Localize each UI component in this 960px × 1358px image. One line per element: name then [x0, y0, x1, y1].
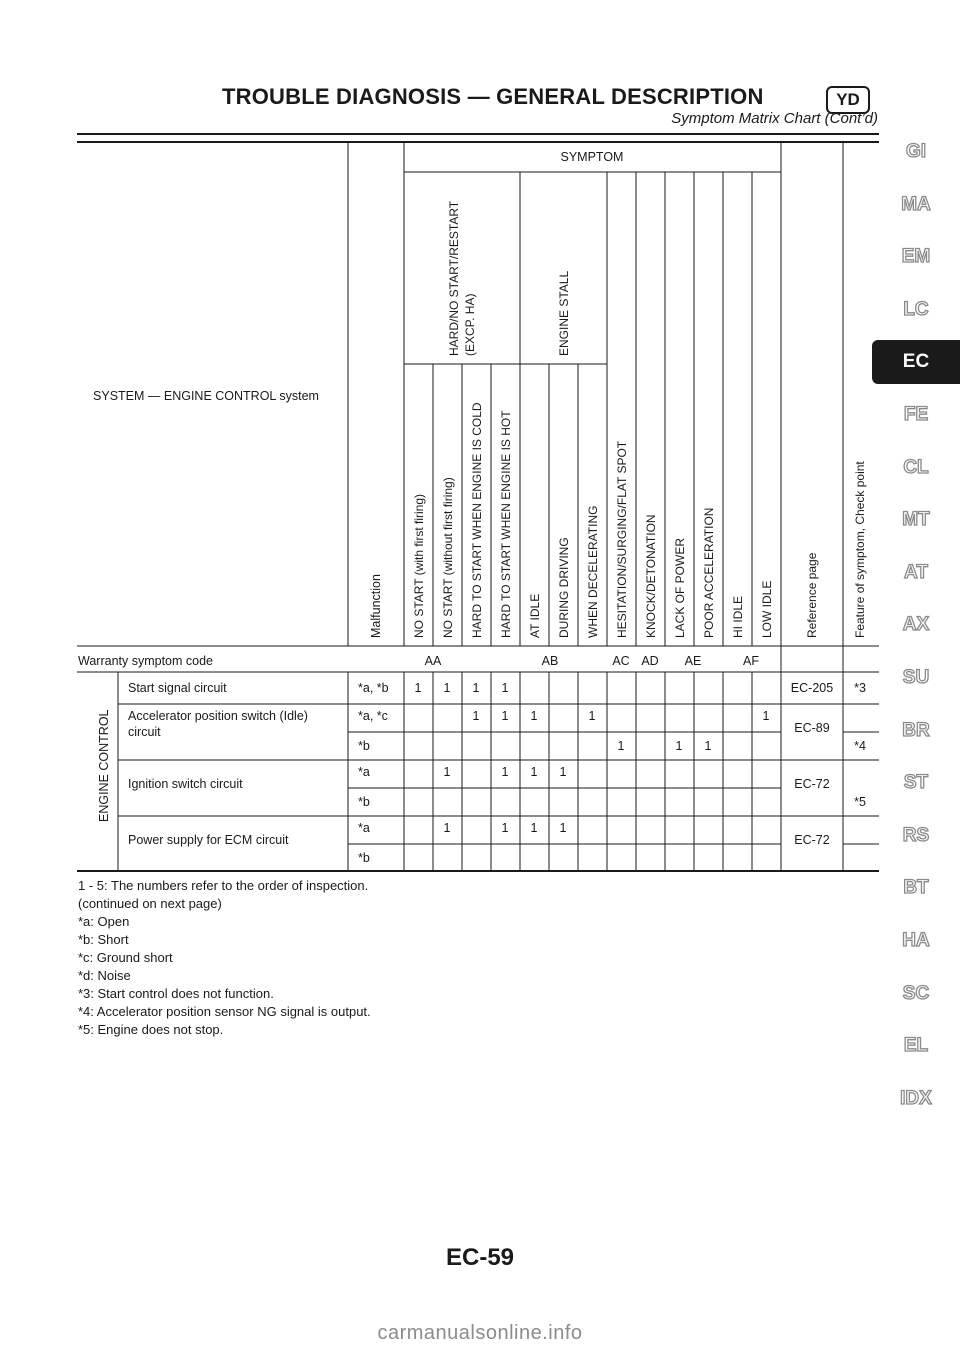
footnote-line: 1 - 5: The numbers refer to the order of inspection.	[78, 878, 369, 893]
warranty-code: AB	[541, 654, 559, 668]
row-value-cell: 1	[443, 681, 451, 695]
row-value-cell: 1	[617, 739, 625, 753]
row-value-cell: 1	[443, 765, 451, 779]
section-tab-gi[interactable]: GI	[905, 141, 927, 162]
section-tab-idx[interactable]: IDX	[900, 1087, 932, 1109]
row-value-cell: 1	[559, 821, 567, 835]
row-value-cell: 1	[443, 821, 451, 835]
row-item-label: Ignition switch circuit	[128, 777, 243, 791]
row-value-cell: 1	[588, 709, 596, 723]
section-tab-el[interactable]: EL	[903, 1035, 929, 1057]
section-tab-st[interactable]: ST	[903, 772, 929, 794]
row-item-label: Start signal circuit	[128, 681, 227, 695]
section-tab-at[interactable]: AT	[904, 561, 928, 583]
row-feature: *4	[854, 739, 866, 753]
row-feature: *3	[854, 681, 866, 695]
section-tab-ax[interactable]: AX	[902, 614, 930, 636]
footnotes	[78, 877, 371, 1039]
symptom-column-header: NO START (with first firing)	[412, 493, 426, 638]
row-reference: EC-205	[790, 681, 834, 695]
row-item-label: circuit	[128, 725, 161, 739]
group-side-label: ENGINE CONTROL	[97, 709, 111, 822]
row-value-cell: 1	[762, 709, 770, 723]
section-tab-lc[interactable]: LC	[903, 298, 929, 320]
page-title: TROUBLE DIAGNOSIS — GENERAL DESCRIPTION	[222, 84, 764, 109]
malfunction-label: Malfunction	[369, 574, 383, 638]
group-hard-label: HARD/NO START/RESTART	[447, 200, 461, 356]
symptom-column-header: HI IDLE	[731, 595, 745, 638]
symptom-column-header: KNOCK/DETONATION	[644, 514, 658, 638]
row-malfunction: *b	[358, 851, 370, 865]
symptom-column-header: DURING DRIVING	[557, 537, 571, 638]
section-tab-ha[interactable]: HA	[902, 930, 930, 951]
symptom-column-header: AT IDLE	[528, 593, 542, 638]
row-malfunction: *a	[358, 765, 370, 779]
row-reference: EC-89	[794, 721, 830, 735]
symptom-column-header: POOR ACCELERATION	[702, 507, 716, 638]
row-value-cell: 1	[530, 821, 538, 835]
footnote-line: *d: Noise	[78, 968, 131, 983]
section-tab-br[interactable]: BR	[902, 719, 930, 741]
row-malfunction: *a, *c	[358, 709, 388, 723]
symptom-column-header: LOW IDLE	[760, 580, 774, 638]
row-value-cell: 1	[501, 709, 509, 723]
model-badge: YD	[826, 86, 870, 114]
section-tab-ma[interactable]: MA	[901, 193, 931, 215]
row-malfunction: *b	[358, 739, 370, 753]
reference-header: Reference page	[805, 552, 819, 638]
section-tab-rs[interactable]: RS	[902, 824, 930, 846]
footnote-line: *5: Engine does not stop.	[78, 1022, 224, 1037]
section-tab-fe[interactable]: FE	[903, 404, 929, 425]
system-label: SYSTEM — ENGINE CONTROL system	[93, 389, 319, 403]
symptom-column-header: LACK OF POWER	[673, 537, 687, 638]
row-value-cell: 1	[472, 709, 480, 723]
section-tab-ec[interactable]: EC	[872, 340, 960, 384]
warranty-code: AC	[612, 654, 630, 668]
row-value-cell: 1	[501, 681, 509, 695]
page-number: EC-59	[445, 1244, 515, 1271]
warranty-code: AD	[641, 654, 659, 668]
feature-header: Feature of symptom, Check point	[853, 461, 867, 638]
footnote-line: *a: Open	[78, 914, 130, 929]
footnote-line: *c: Ground short	[78, 950, 173, 965]
row-item-label: Power supply for ECM circuit	[128, 833, 289, 847]
section-tab-cl[interactable]: CL	[903, 456, 929, 478]
symptom-column-header: NO START (without first firing)	[441, 477, 455, 638]
watermark-text: carmanualsonline.info	[377, 1322, 583, 1344]
row-value-cell: 1	[501, 821, 509, 835]
page-subtitle: Symptom Matrix Chart (Cont’d)	[671, 110, 878, 127]
footnote-line: *b: Short	[78, 932, 129, 947]
footnote-line: (continued on next page)	[78, 896, 222, 911]
symptom-column-header: HARD TO START WHEN ENGINE IS HOT	[499, 410, 513, 638]
row-value-cell: 1	[472, 681, 480, 695]
symptom-column-header: HESITATION/SURGING/FLAT SPOT	[615, 440, 629, 638]
row-malfunction: *a	[358, 821, 370, 835]
warranty-code: AF	[743, 654, 759, 668]
row-value-cell: 1	[501, 765, 509, 779]
row-feature: *5	[854, 795, 866, 809]
group-hard-label: (EXCP. HA)	[463, 293, 477, 356]
row-value-cell: 1	[559, 765, 567, 779]
footnote-line: *4: Accelerator position sensor NG signal is output.	[78, 1004, 371, 1019]
row-malfunction: *b	[358, 795, 370, 809]
section-tab-mt[interactable]: MT	[902, 509, 930, 531]
section-tab-sc[interactable]: SC	[902, 982, 930, 1004]
row-item-label: Accelerator position switch (Idle)	[128, 709, 308, 723]
row-malfunction: *a, *b	[358, 681, 389, 695]
row-reference: EC-72	[794, 833, 830, 847]
symptom-column-header: WHEN DECELERATING	[586, 505, 600, 638]
symptom-column-header: HARD TO START WHEN ENGINE IS COLD	[470, 402, 484, 638]
warranty-label: Warranty symptom code	[78, 654, 213, 668]
footnote-line: *3: Start control does not function.	[78, 986, 274, 1001]
row-value-cell: 1	[414, 681, 422, 695]
row-value-cell: 1	[530, 709, 538, 723]
symptom-label: SYMPTOM	[560, 150, 624, 164]
section-tab-bt[interactable]: BT	[903, 877, 929, 899]
row-reference: EC-72	[794, 777, 830, 791]
group-stall-label: ENGINE STALL	[557, 270, 571, 356]
row-value-cell: 1	[675, 739, 683, 753]
warranty-code: AE	[684, 654, 702, 668]
section-tab-em[interactable]: EM	[901, 246, 931, 268]
row-value-cell: 1	[704, 739, 712, 753]
warranty-code: AA	[424, 654, 442, 668]
row-value-cell: 1	[530, 765, 538, 779]
section-tab-su[interactable]: SU	[902, 667, 930, 688]
